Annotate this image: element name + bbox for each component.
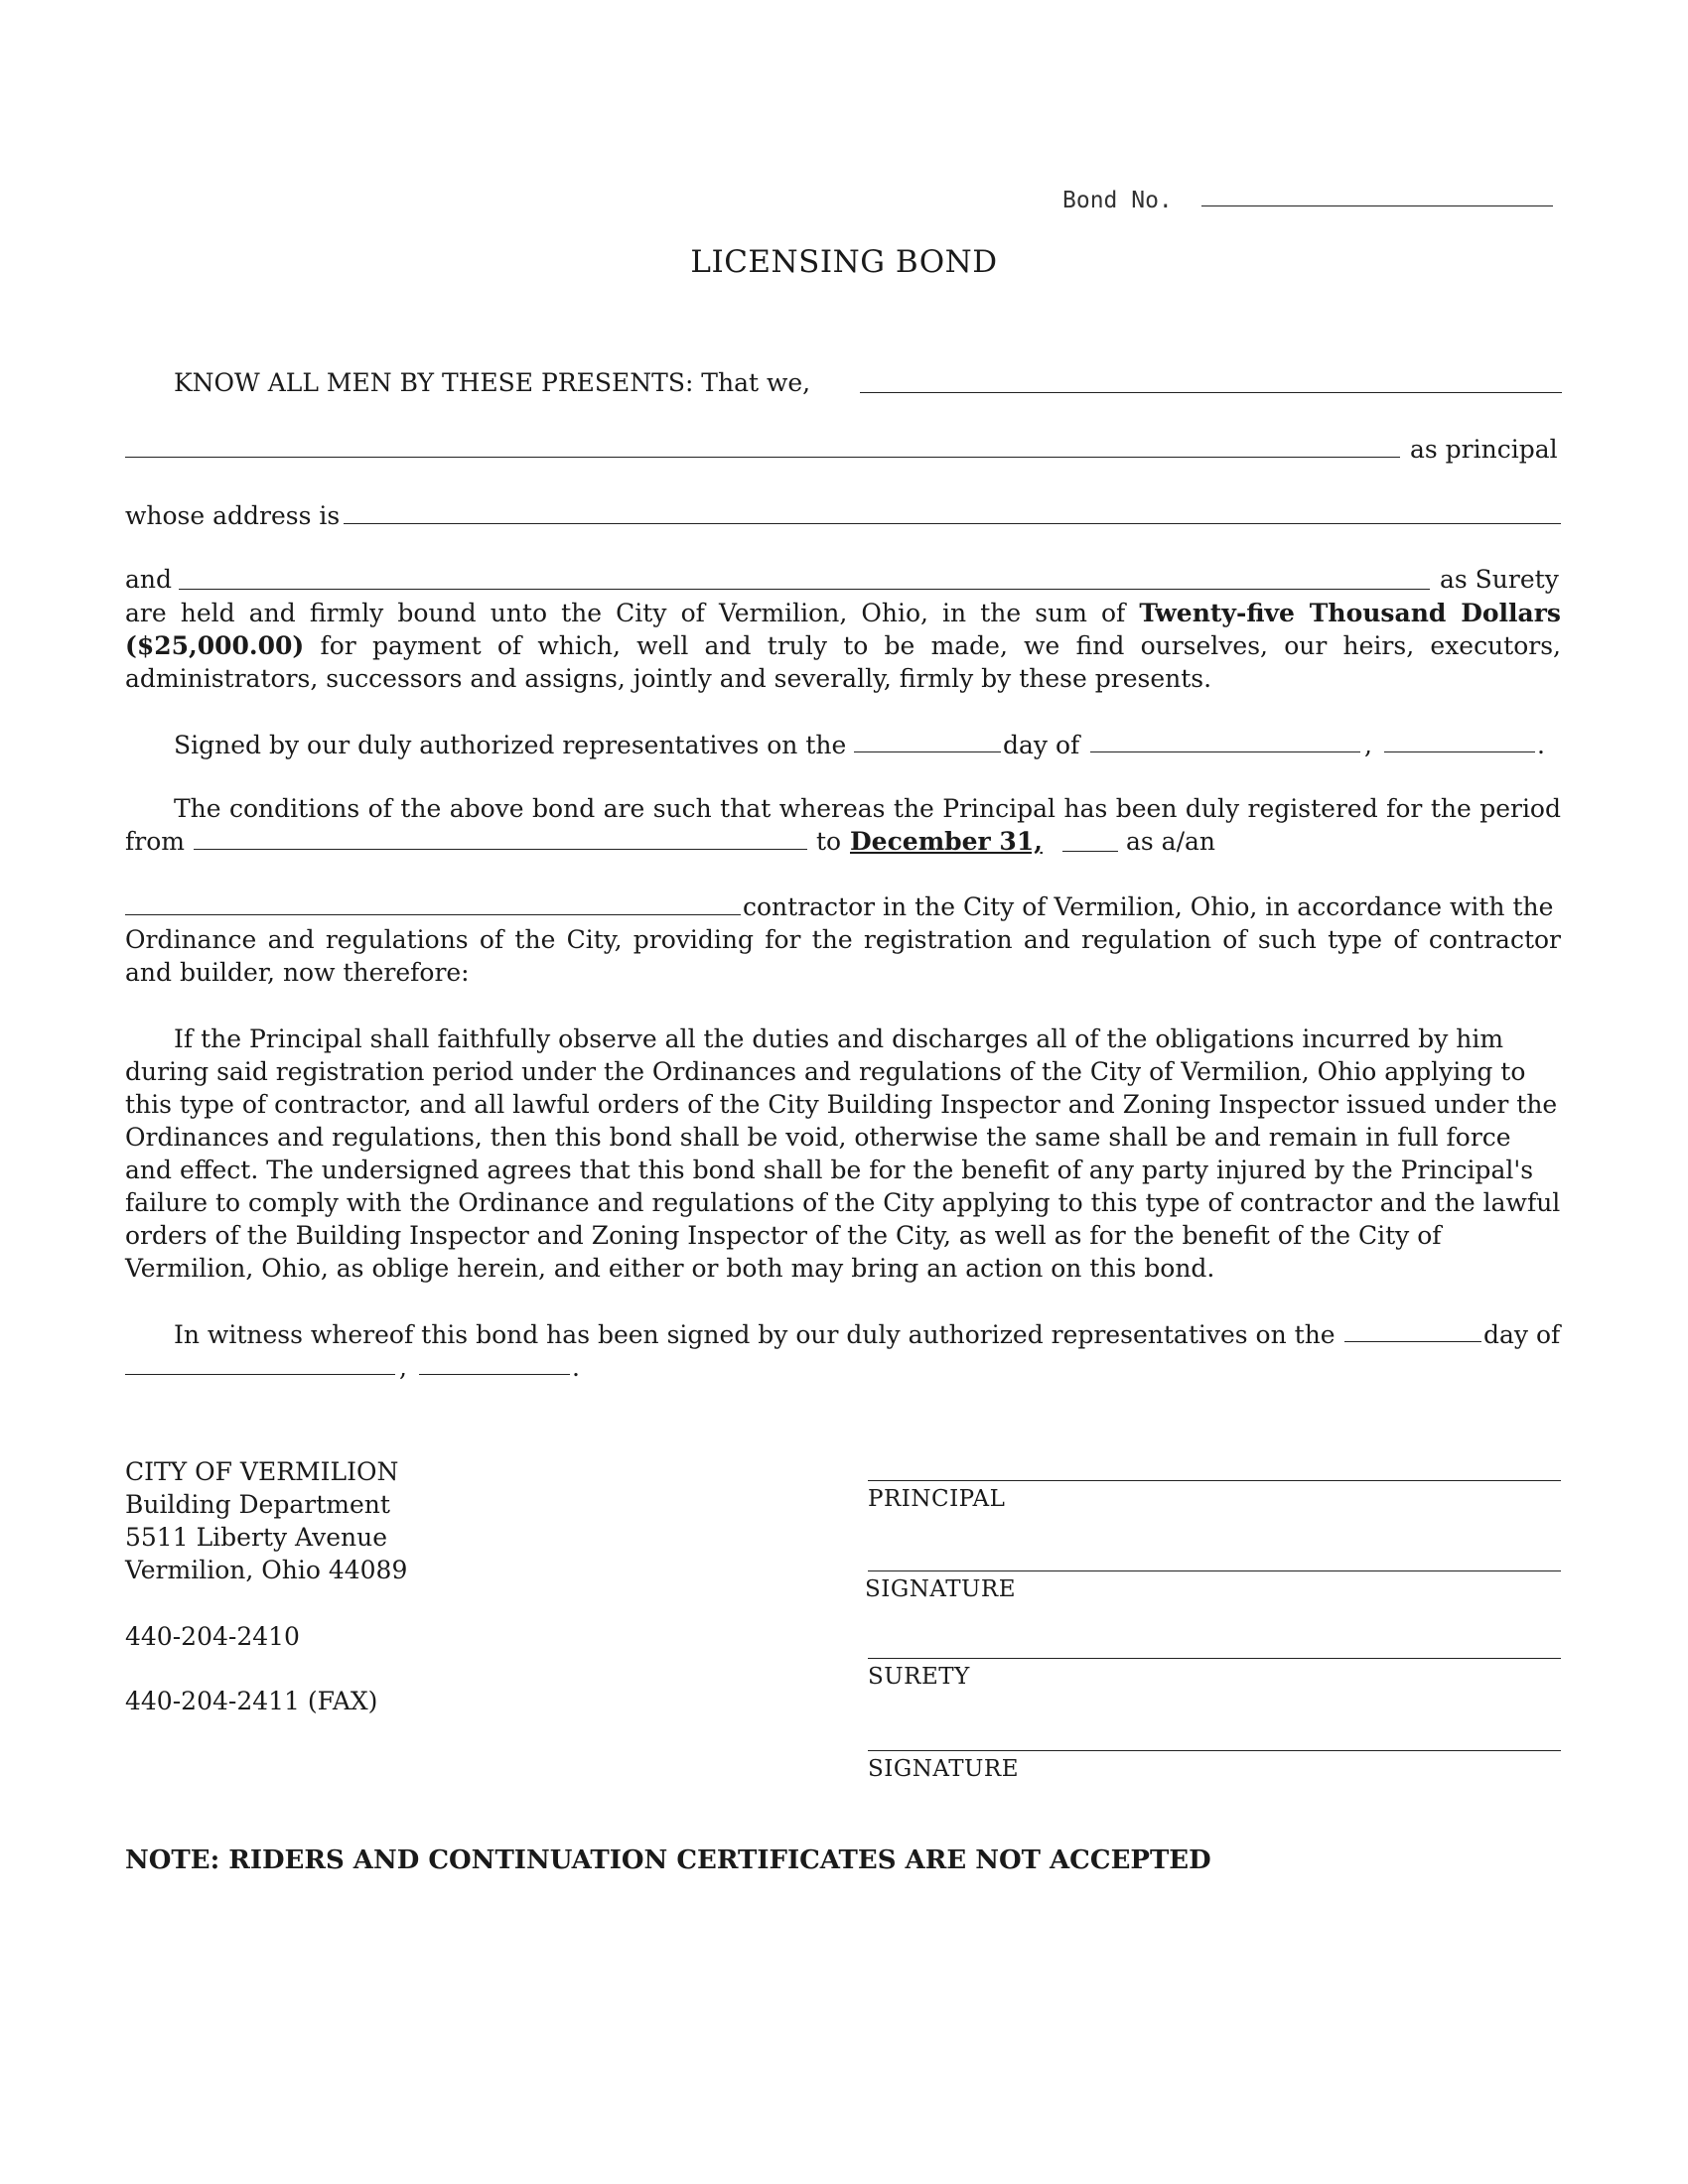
principal-name-field[interactable]	[860, 392, 1562, 393]
city-fax: 440-204-2411 (FAX)	[125, 1687, 378, 1715]
signed-period: .	[1537, 731, 1545, 759]
surety-signature-line[interactable]	[868, 1750, 1561, 1751]
as-principal-label: as principal	[1410, 435, 1558, 464]
witness-day-of-label: day of	[1483, 1320, 1561, 1349]
contractor-type-field[interactable]	[125, 914, 741, 915]
city-name: CITY OF VERMILION	[125, 1457, 399, 1486]
principal-label: PRINCIPAL	[868, 1486, 1006, 1512]
amount-words: Twenty-five Thousand Dollars	[1139, 599, 1561, 627]
amount-figures: ($25,000.00)	[125, 631, 305, 660]
principal-address-field[interactable]	[344, 523, 1561, 524]
surety-signature-label: SIGNATURE	[868, 1756, 1020, 1782]
bond-number-label: Bond No.	[1062, 188, 1173, 213]
city-street: 5511 Liberty Avenue	[125, 1523, 387, 1552]
surety-label: SURETY	[868, 1664, 970, 1690]
riders-note: NOTE: RIDERS AND CONTINUATION CERTIFICATES ARE NOT ACCEPTED	[125, 1845, 1211, 1875]
signed-year-field[interactable]	[1384, 751, 1535, 752]
surety-name-field[interactable]	[179, 589, 1430, 590]
whose-address-label: whose address is	[125, 501, 341, 530]
conditions-continuation: Ordinance and regulations of the City, providing for the registration and regulation of such type of contractor and builder, now therefore:	[125, 925, 1561, 987]
principal-signature-line[interactable]	[868, 1570, 1561, 1571]
and-label: and	[125, 565, 173, 594]
witness-day-field[interactable]	[1344, 1341, 1481, 1342]
city-state-zip: Vermilion, Ohio 44089	[125, 1556, 408, 1584]
principal-name-field-2[interactable]	[125, 457, 1400, 458]
as-a-an-label: as a/an	[1126, 827, 1216, 856]
witness-text: In witness whereof this bond has been signed by our duly authorized representatives on the	[174, 1320, 1336, 1349]
surety-line[interactable]	[868, 1658, 1561, 1659]
signed-day-field[interactable]	[854, 751, 1001, 752]
obligation-text-2: for payment of which, well and truly to be made, we find ourselves, our heirs, executors, administrators, successors and assigns, jointly and severally, firmly by these presents.	[125, 631, 1561, 693]
from-label: from	[125, 827, 185, 856]
witness-period: .	[572, 1353, 580, 1382]
city-department: Building Department	[125, 1490, 390, 1519]
document-title: LICENSING BOND	[690, 244, 998, 280]
know-all-men-text: KNOW ALL MEN BY THESE PRESENTS: That we,	[174, 368, 811, 397]
period-from-field[interactable]	[194, 849, 807, 850]
city-address-block	[125, 1455, 407, 1586]
witness-year-field[interactable]	[419, 1374, 570, 1375]
witness-month-field[interactable]	[125, 1374, 395, 1375]
contractor-text: contractor in the City of Vermilion, Ohio, in accordance with the	[743, 892, 1554, 921]
signed-month-field[interactable]	[1090, 751, 1360, 752]
end-year-field[interactable]	[1062, 851, 1118, 852]
conditions-line-1: The conditions of the above bond are such that whereas the Principal has been duly registered for the period	[174, 794, 1561, 823]
signed-comma: ,	[1364, 731, 1372, 759]
witness-comma: ,	[399, 1353, 407, 1382]
as-surety-label: as Surety	[1440, 565, 1559, 594]
city-phone: 440-204-2410	[125, 1622, 300, 1651]
faithful-performance-paragraph: If the Principal shall faithfully observe all the duties and discharges all of the obligations incurred by him during said registration period under the Ordinances and regulations of the City of Vermilion, Ohio applying to this type of contractor, and all lawful orders of the City Building Inspector and Zoning Inspector issued under the Ordinances and regulations, then this bond shall be void, otherwise the same shall be and remain in full force and effect. The undersigned agrees that this bond shall be for the benefit of any party injured by the Principal's failure to comply with the Ordinance and regulations of the City applying to this type of contractor and the lawful orders of the Building Inspector and Zoning Inspector of the City, as well as for the benefit of the City of Vermilion, Ohio, as oblige herein, and either or both may bring an action on this bond.	[125, 1024, 1561, 1283]
signed-day-of-label: day of	[1003, 731, 1080, 759]
principal-signature-label: SIGNATURE	[865, 1576, 1017, 1602]
signed-by-text: Signed by our duly authorized representatives on the	[174, 731, 847, 759]
end-date-label: December 31,	[850, 827, 1043, 856]
bond-number-field[interactable]	[1201, 205, 1553, 206]
to-label: to	[816, 827, 842, 856]
obligation-text-1: are held and firmly bound unto the City of Vermilion, Ohio, in the sum of	[125, 599, 1140, 627]
obligation-paragraph	[125, 597, 1561, 695]
principal-line[interactable]	[868, 1480, 1561, 1481]
